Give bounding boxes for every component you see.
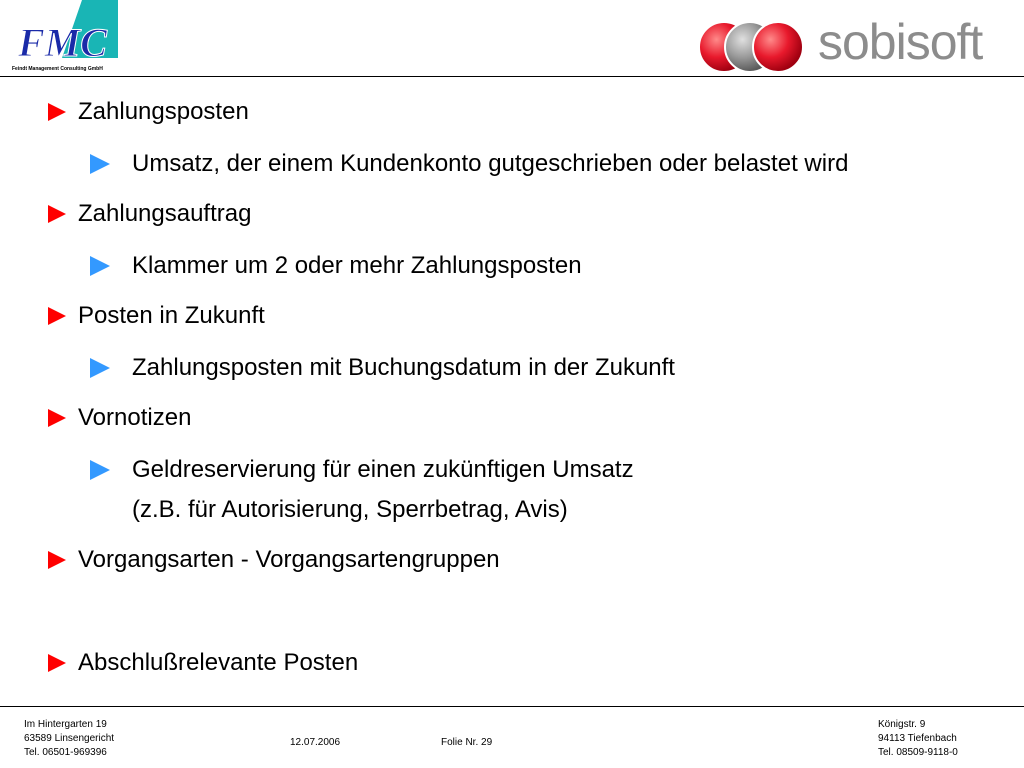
bullet-title: Posten in Zukunft — [78, 302, 265, 329]
header-divider — [0, 76, 1024, 77]
red-triangle-bullet-icon — [48, 409, 66, 427]
footer-right-line: 94113 Tiefenbach — [878, 733, 957, 744]
red-triangle-bullet-icon — [48, 307, 66, 325]
sub-bullet-item — [90, 354, 675, 382]
sub-bullet-text: Klammer um 2 oder mehr Zahlungsposten — [132, 252, 582, 279]
fmc-logo — [10, 0, 122, 74]
sub-bullet-item — [90, 252, 582, 280]
bullet-item — [48, 649, 358, 677]
blue-triangle-bullet-icon — [90, 358, 110, 378]
red-triangle-bullet-icon — [48, 103, 66, 121]
blue-triangle-bullet-icon — [90, 256, 110, 276]
red-triangle-bullet-icon — [48, 205, 66, 223]
footer-left-line: Tel. 06501-969396 — [24, 747, 107, 758]
bullet-item — [48, 546, 500, 574]
footer-right-line: Königstr. 9 — [878, 719, 926, 730]
sub-bullet-item — [90, 456, 634, 484]
fmc-logo-text: FMC — [18, 20, 107, 65]
sub-bullet-text: Zahlungsposten mit Buchungsdatum in der Zukunft — [132, 354, 675, 381]
bullet-item — [48, 98, 249, 126]
blue-triangle-bullet-icon — [90, 154, 110, 174]
red-triangle-bullet-icon — [48, 654, 66, 672]
sobisoft-logo-text: sobisoft — [818, 14, 983, 70]
bullet-item — [48, 302, 265, 330]
sobisoft-red-circle-2 — [753, 22, 803, 72]
footer-date: 12.07.2006 — [290, 737, 341, 748]
red-triangle-bullet-icon — [48, 551, 66, 569]
bullet-title: Vorgangsarten - Vorgangsartengruppen — [78, 546, 500, 573]
bullet-title: Zahlungsauftrag — [78, 200, 252, 227]
bullet-title: Vornotizen — [78, 404, 192, 431]
bullet-title: Zahlungsposten — [78, 98, 249, 125]
footer-left-line: 63589 Linsengericht — [24, 733, 115, 744]
footer-right-line: Tel. 08509-9118-0 — [878, 747, 958, 758]
bullet-title: Abschlußrelevante Posten — [78, 649, 359, 676]
bullet-item — [48, 200, 251, 228]
slide-header — [0, 0, 1024, 76]
bullet-item — [48, 404, 191, 432]
footer-divider — [0, 706, 1024, 707]
footer-left-address — [24, 718, 114, 760]
footer-left-line: Im Hintergarten 19 — [24, 719, 107, 730]
fmc-logo-subtitle: Feindt Management Consulting GmbH — [12, 66, 103, 72]
blue-triangle-bullet-icon — [90, 460, 110, 480]
sub-bullet-text: Geldreservierung für einen zukünftigen Umsatz — [132, 456, 634, 483]
sub-bullet-text: Umsatz, der einem Kundenkonto gutgeschrieben oder belastet wird — [132, 150, 849, 177]
footer-slide-number: Folie Nr. 29 — [441, 737, 493, 748]
sub-bullet-continuation: (z.B. für Autorisierung, Sperrbetrag, Avis) — [132, 496, 568, 523]
footer-right-address — [878, 718, 958, 760]
sub-bullet-item — [90, 150, 848, 178]
